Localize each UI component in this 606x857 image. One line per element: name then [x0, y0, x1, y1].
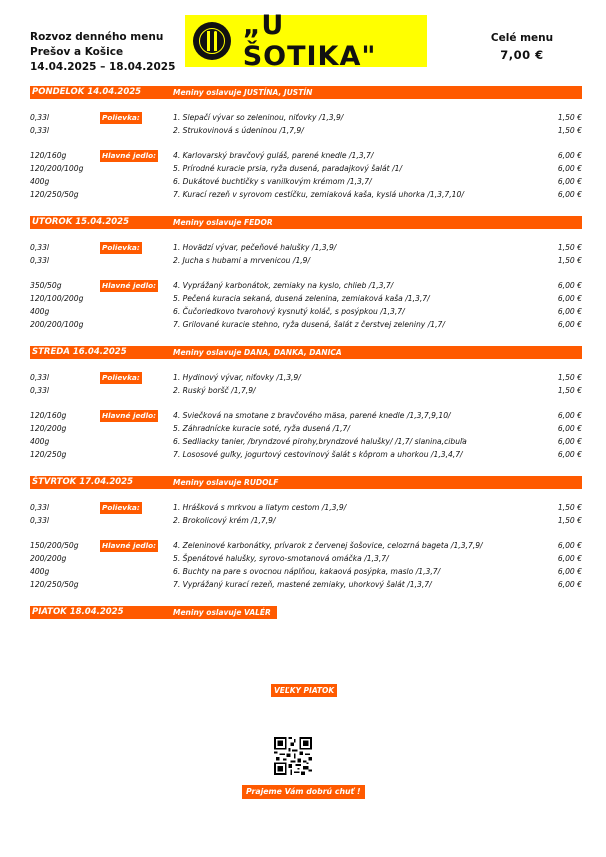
dish-name: 4. Vyprážaný karbonátok, zemiaky na kyslo, chlieb /1,3,7/ — [173, 281, 394, 290]
dish-price: 6,00 € — [557, 437, 582, 446]
plate-fork-knife-icon — [193, 22, 231, 60]
dish-name: 7. Kurací rezeň v syrovom cestíčku, zemiaková kaša, kyslá uhorka /1,3,7,10/ — [173, 190, 464, 199]
day-header — [30, 476, 582, 489]
portion: 120/100/200g — [30, 294, 84, 303]
portion: 200/200/100g — [30, 320, 84, 329]
category-tag: Polievka: — [102, 503, 140, 512]
dish-name: 4. Karlovarský bravčový guláš, parené knedle /1,3,7/ — [173, 151, 374, 160]
soups-row — [30, 515, 582, 527]
soups-row — [30, 255, 582, 267]
dish-price: 1,50 € — [557, 256, 582, 265]
portion: 120/250g — [30, 450, 67, 459]
mains-row — [30, 163, 582, 175]
dish-name: 1. Hrášková s mrkvou a liatym cestom /1,3,9/ — [173, 503, 347, 512]
day-header — [30, 216, 582, 229]
dish-price: 1,50 € — [557, 503, 582, 512]
mains-row — [30, 423, 582, 435]
full-menu-price: 7,00 € — [500, 48, 544, 62]
dish-price: 6,00 € — [557, 151, 582, 160]
dish-price: 6,00 € — [557, 450, 582, 459]
portion: 120/200g — [30, 424, 67, 433]
portion: 120/160g — [30, 151, 67, 160]
dish-price: 6,00 € — [557, 177, 582, 186]
day-name: PIATOK 18.04.2025 — [32, 607, 124, 617]
dish-name: 7. Grilované kuracie stehno, ryža dusená, šalát z čerstvej zeleniny /1,7/ — [173, 320, 445, 329]
soups-row — [30, 125, 582, 137]
mains-row — [30, 436, 582, 448]
dish-name: 5. Záhradnícke kuracie soté, ryža dusená /1,7/ — [173, 424, 350, 433]
dish-name: 4. Zeleninové karbonátky, prívarok z červenej šošovice, celozrná bageta /1,3,7,9/ — [173, 541, 483, 550]
dish-price: 6,00 € — [557, 554, 582, 563]
day-name: STREDA 16.04.2025 — [32, 347, 127, 357]
portion: 120/250/50g — [30, 190, 79, 199]
mains-row — [30, 566, 582, 578]
category-tag: Polievka: — [102, 373, 140, 382]
name-day: Meniny oslavuje VALÉR — [173, 608, 271, 617]
mains-row — [30, 449, 582, 461]
name-day: Meniny oslavuje RUDOLF — [173, 478, 279, 487]
dish-name: 2. Ruský boršč /1,7,9/ — [173, 386, 256, 395]
portion: 400g — [30, 437, 50, 446]
dish-name: 7. Vyprážaný kurací rezeň, mastené zemiaky, uhorkový šalát /1,3,7/ — [173, 580, 432, 589]
dish-name: 1. Hydinový vývar, niťovky /1,3,9/ — [173, 373, 301, 382]
logo — [185, 10, 427, 72]
category-tag: Hlavné jedlo: — [102, 411, 157, 420]
logo-text: „U ŠOTIKA" — [242, 10, 377, 72]
portion: 350/50g — [30, 281, 62, 290]
closing-wish: Prajeme Vám dobrú chuť ! — [242, 785, 365, 799]
dish-name: 7. Lososové guľky, jogurtový cestovinový šalát s kôprom a uhorkou /1,3,4,7/ — [173, 450, 463, 459]
name-day: Meniny oslavuje DANA, DANKA, DANICA — [173, 348, 342, 357]
mains-row — [30, 319, 582, 331]
portion: 0,33l — [30, 256, 50, 265]
header-left — [30, 30, 175, 75]
dish-name: 5. Pečená kuracia sekaná, dusená zelenina, zemiaková kaša /1,3,7/ — [173, 294, 430, 303]
dish-price: 1,50 € — [557, 516, 582, 525]
dish-price: 1,50 € — [557, 243, 582, 252]
dish-name: 6. Dukátové buchtičky s vanilkovým krémom /1,3,7/ — [173, 177, 372, 186]
dish-price: 6,00 € — [557, 320, 582, 329]
mains-row — [30, 579, 582, 591]
dish-name: 6. Buchty na pare s ovocnou náplňou, kakaová posýpka, maslo /1,3,7/ — [173, 567, 441, 576]
mains-row — [30, 189, 582, 201]
category-tag: Polievka: — [102, 243, 140, 252]
dish-price: 1,50 € — [557, 373, 582, 382]
portion: 0,33l — [30, 243, 50, 252]
day-name: UTOROK 15.04.2025 — [32, 217, 130, 227]
dish-name: 4. Sviečková na smotane z bravčového mäsa, parené knedle /1,3,7,9,10/ — [173, 411, 451, 420]
full-menu-label: Celé menu — [490, 32, 554, 44]
dish-price: 6,00 € — [557, 424, 582, 433]
category-tag: Hlavné jedlo: — [102, 541, 157, 550]
dish-name: 2. Strukovinová s údeninou /1,7,9/ — [173, 126, 304, 135]
portion: 120/200/100g — [30, 164, 84, 173]
qr-code-icon[interactable] — [274, 737, 312, 775]
soups-row — [30, 112, 582, 124]
portion: 0,33l — [30, 113, 50, 122]
dish-price: 6,00 € — [557, 411, 582, 420]
portion: 400g — [30, 567, 50, 576]
dish-price: 1,50 € — [557, 113, 582, 122]
dish-price: 6,00 € — [557, 281, 582, 290]
dish-price: 6,00 € — [557, 190, 582, 199]
day-name: ŠTVRTOK 17.04.2025 — [32, 477, 134, 487]
portion: 0,33l — [30, 386, 50, 395]
portion: 150/200/50g — [30, 541, 79, 550]
dish-price: 6,00 € — [557, 580, 582, 589]
dish-name: 6. Sedliacky tanier, /bryndzové pirohy,bryndzové halušky/ /1,7/ slanina,cibuľa — [173, 437, 467, 446]
dish-name: 5. Prírodné kuracie prsia, ryža dusená, paradajkový šalát /1/ — [173, 164, 403, 173]
category-tag: Hlavné jedlo: — [102, 151, 157, 160]
day-header — [30, 606, 277, 619]
header-dates: 14.04.2025 – 18.04.2025 — [30, 61, 176, 73]
dish-price: 6,00 € — [557, 307, 582, 316]
name-day: Meniny oslavuje FEDOR — [173, 218, 273, 227]
header-title: Rozvoz denného menu — [30, 31, 164, 43]
dish-name: 5. Špenátové halušky, syrovo-smotanová omáčka /1,3,7/ — [173, 554, 389, 563]
name-day: Meniny oslavuje JUSTÍNA, JUSTÍN — [173, 88, 313, 97]
mains-row — [30, 280, 582, 292]
dish-name: 1. Hovädzí vývar, pečeňové halušky /1,3,9/ — [173, 243, 337, 252]
dish-name: 2. Jucha s hubami a mrvenicou /1,9/ — [173, 256, 311, 265]
soups-row — [30, 385, 582, 397]
portion: 0,33l — [30, 516, 50, 525]
header-cities: Prešov a Košice — [30, 46, 124, 58]
dish-price: 6,00 € — [557, 541, 582, 550]
portion: 0,33l — [30, 503, 50, 512]
mains-row — [30, 410, 582, 422]
dish-price: 6,00 € — [557, 294, 582, 303]
dish-price: 1,50 € — [557, 126, 582, 135]
good-friday-badge: VEĽKY PIATOK — [271, 684, 337, 697]
portion: 400g — [30, 307, 50, 316]
header-right — [462, 30, 582, 64]
mains-row — [30, 540, 582, 552]
dish-name: 1. Slepačí vývar so zeleninou, niťovky /1,3,9/ — [173, 113, 344, 122]
dish-price: 6,00 € — [557, 164, 582, 173]
portion: 0,33l — [30, 126, 50, 135]
category-tag: Polievka: — [102, 113, 140, 122]
portion: 120/250/50g — [30, 580, 79, 589]
dish-price: 6,00 € — [557, 567, 582, 576]
dish-name: 6. Čučoriedkovo tvarohový kysnutý koláč, s posýpkou /1,3,7/ — [173, 307, 405, 316]
mains-row — [30, 553, 582, 565]
portion: 0,33l — [30, 373, 50, 382]
portion: 400g — [30, 177, 50, 186]
mains-row — [30, 293, 582, 305]
day-header — [30, 346, 582, 359]
portion: 200/200g — [30, 554, 67, 563]
soups-row — [30, 502, 582, 514]
day-header — [30, 86, 582, 99]
soups-row — [30, 372, 582, 384]
portion: 120/160g — [30, 411, 67, 420]
dish-price: 1,50 € — [557, 386, 582, 395]
soups-row — [30, 242, 582, 254]
mains-row — [30, 306, 582, 318]
category-tag: Hlavné jedlo: — [102, 281, 157, 290]
dish-name: 2. Brokolicový krém /1,7,9/ — [173, 516, 276, 525]
mains-row — [30, 176, 582, 188]
mains-row — [30, 150, 582, 162]
day-name: PONDELOK 14.04.2025 — [32, 87, 142, 97]
